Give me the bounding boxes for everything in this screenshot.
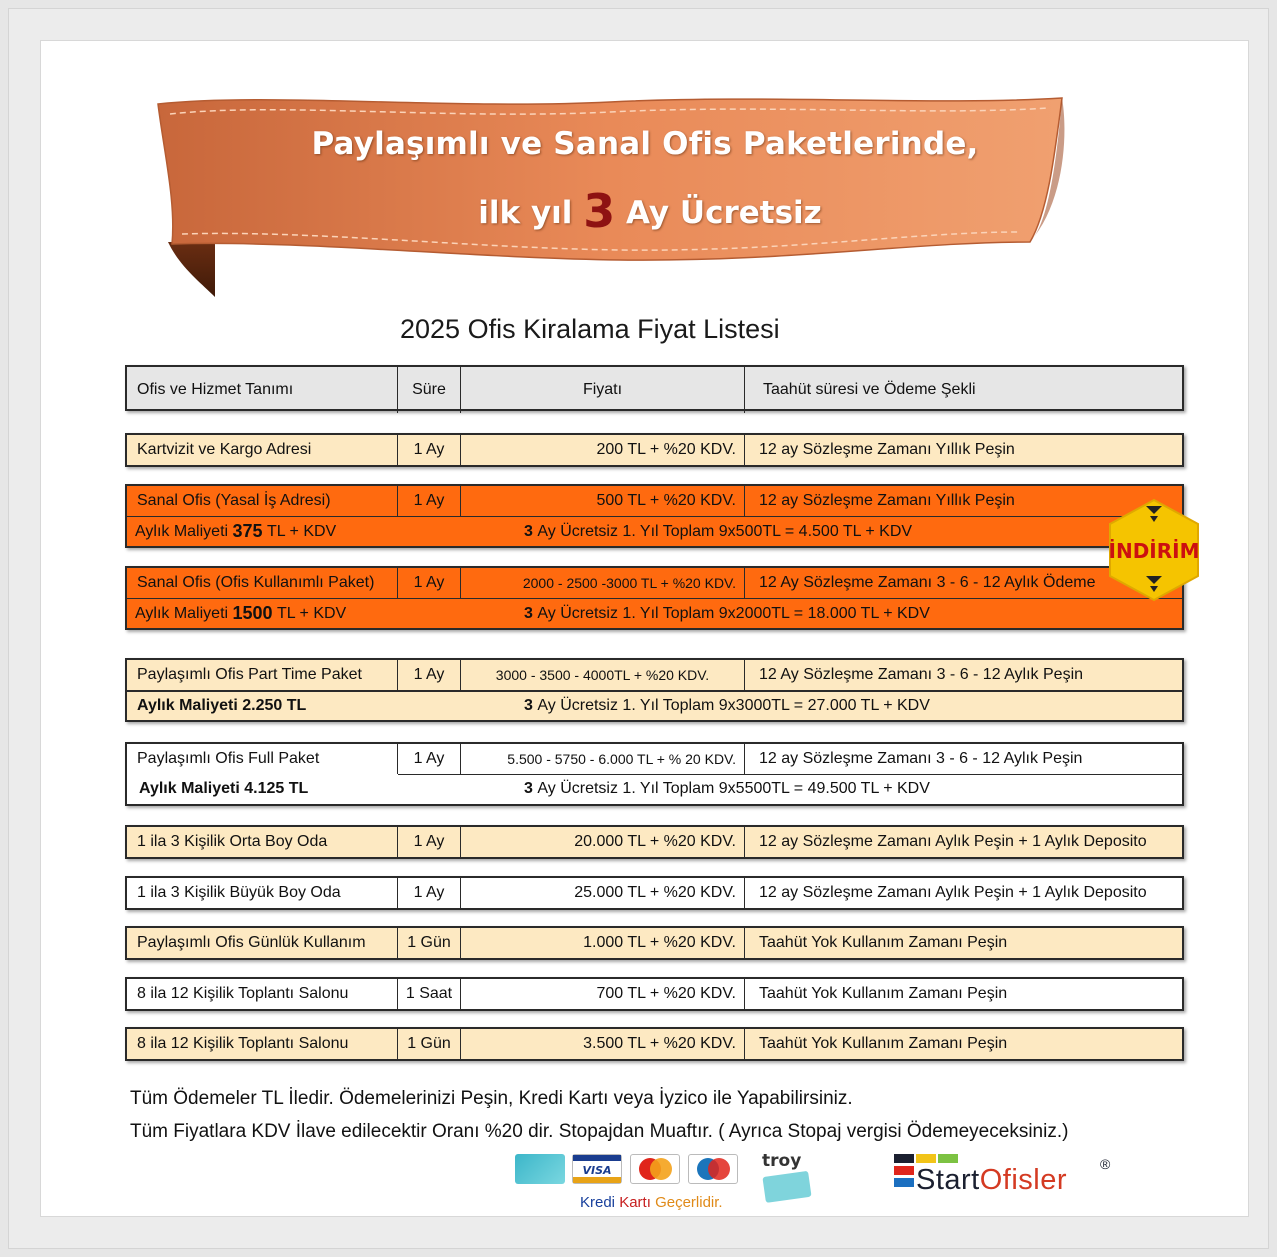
- yearly-total-text: Ay Ücretsiz 1. Yıl Toplam 9x2000TL = 18.000 TL + KDV: [537, 604, 930, 622]
- page-title: 2025 Ofis Kiralama Fiyat Listesi: [400, 314, 780, 344]
- row-duration: 1 Gün: [398, 1029, 461, 1059]
- table-row-kartvizit: [125, 433, 1184, 467]
- free-months: 3: [524, 697, 533, 714]
- payment-logos: [512, 1150, 832, 1220]
- bank-card-icon: [515, 1154, 565, 1184]
- table-row-toplanti-saat: [125, 977, 1184, 1011]
- row-terms: 12 Ay Sözleşme Zamanı 3 - 6 - 12 Aylık Ödeme: [759, 574, 1096, 591]
- row-duration: 1 Gün: [398, 928, 461, 958]
- discount-badge: [1106, 498, 1202, 602]
- row-price: 3.500 TL + %20 KDV.: [461, 1029, 745, 1059]
- table-row-toplanti-gun: [125, 1027, 1184, 1061]
- row-service: 8 ila 12 Kişilik Toplantı Salonu: [127, 1029, 398, 1059]
- card-word-2: Kartı: [619, 1194, 651, 1211]
- monthly-cost-label: Aylık Maliyeti: [135, 522, 229, 540]
- table-row-part-time: [125, 658, 1184, 722]
- table-row-orta-oda: [125, 825, 1184, 859]
- troy-card-icon: [758, 1150, 814, 1206]
- row-price: 3000 - 3500 - 4000TL + %20 KDV.: [461, 660, 745, 690]
- row-duration: 1 Ay: [398, 568, 461, 598]
- row-terms: Taahüt Yok Kullanım Zamanı Peşin: [759, 985, 1008, 1002]
- row-duration: 1 Saat: [398, 979, 461, 1009]
- registered-mark: ®: [1100, 1156, 1111, 1172]
- row-terms: 12 ay Sözleşme Zamanı Yıllık Peşin: [759, 492, 1015, 509]
- row-price: 1.000 TL + %20 KDV.: [461, 928, 745, 958]
- monthly-cost-unit: TL + KDV: [267, 522, 337, 540]
- table-row-gunluk: [125, 926, 1184, 960]
- banner-line-2-post: Ay Ücretsiz: [626, 195, 822, 231]
- brand-name: [916, 1164, 1067, 1197]
- table-row-buyuk-oda: [125, 876, 1184, 910]
- footer-payment-note: Tüm Ödemeler TL İledir. Ödemelerinizi Peşin, Kredi Kartı veya İyzico ile Yapabilirsiniz.: [130, 1088, 853, 1109]
- table-row-full-paket: [125, 742, 1184, 806]
- row-service: Sanal Ofis (Ofis Kullanımlı Paket): [127, 568, 398, 598]
- banner-line-2: [150, 184, 1070, 238]
- card-word-1: Kredi: [580, 1194, 616, 1211]
- brand-name-ofisler: Ofisler: [979, 1164, 1068, 1196]
- row-service: Kartvizit ve Kargo Adresi: [127, 435, 398, 465]
- yearly-total: [522, 774, 1182, 804]
- row-duration: 1 Ay: [398, 827, 461, 857]
- free-months: 3: [524, 522, 533, 540]
- svg-text:VISA: VISA: [582, 1164, 612, 1177]
- table-row-sanal-ofis-yasal: [125, 484, 1184, 548]
- row-service: Paylaşımlı Ofis Günlük Kullanım: [127, 928, 398, 958]
- row-duration: 1 Ay: [398, 744, 461, 774]
- row-service: Sanal Ofis (Yasal İş Adresi): [127, 486, 398, 516]
- row-service: Paylaşımlı Ofis Part Time Paket: [127, 660, 398, 690]
- yearly-total-text: Ay Ücretsiz 1. Yıl Toplam 9x5500TL = 49.500 TL + KDV: [537, 780, 930, 797]
- promo-banner: [150, 92, 1070, 302]
- row-terms: 12 ay Sözleşme Zamanı Yıllık Peşin: [759, 441, 1015, 458]
- row-price: 20.000 TL + %20 KDV.: [461, 827, 745, 857]
- monthly-cost: Aylık Maliyeti 4.125 TL: [139, 780, 309, 797]
- row-service: Paylaşımlı Ofis Full Paket: [127, 744, 398, 774]
- free-months: 3: [524, 604, 533, 622]
- card-word-3: Geçerlidir.: [655, 1194, 723, 1211]
- table-row-sanal-ofis-kullanimli: [125, 566, 1184, 630]
- row-service: 1 ila 3 Kişilik Orta Boy Oda: [127, 827, 398, 857]
- row-terms: 12 Ay Sözleşme Zamanı 3 - 6 - 12 Aylık Peşin: [759, 666, 1084, 683]
- monthly-cost: Aylık Maliyeti 2.250 TL: [137, 697, 307, 714]
- row-service: 1 ila 3 Kişilik Büyük Boy Oda: [127, 878, 398, 908]
- startofisler-logo: [892, 1152, 1132, 1202]
- monthly-cost-unit: TL + KDV: [277, 604, 347, 622]
- brand-name-start: Start: [916, 1164, 980, 1196]
- row-terms: 12 ay Sözleşme Zamanı Aylık Peşin + 1 Aylık Deposito: [759, 833, 1147, 850]
- header-price: Fiyatı: [461, 367, 745, 413]
- header-service: Ofis ve Hizmet Tanımı: [127, 367, 398, 413]
- mastercard-icon: [630, 1154, 680, 1184]
- discount-badge-text: İNDİRİM: [1108, 539, 1200, 563]
- header-duration: Süre: [398, 367, 461, 413]
- yearly-total-text: Ay Ücretsiz 1. Yıl Toplam 9x500TL = 4.500 TL + KDV: [537, 522, 913, 540]
- table-header: [125, 365, 1184, 411]
- banner-line-2-pre: ilk yıl: [478, 195, 573, 231]
- card-accepted-label: [580, 1194, 723, 1211]
- row-duration: 1 Ay: [398, 878, 461, 908]
- row-price: 500 TL + %20 KDV.: [461, 486, 745, 516]
- footer-tax-note: Tüm Fiyatlara KDV İlave edilecektir Oranı %20 dir. Stopajdan Muaftır. ( Ayrıca Stopaj vergisi Ödemeyeceksiniz.): [130, 1121, 1069, 1142]
- monthly-cost: [127, 517, 522, 546]
- free-months: 3: [524, 780, 533, 797]
- row-terms: Taahüt Yok Kullanım Zamanı Peşin: [759, 1035, 1008, 1052]
- row-duration: 1 Ay: [398, 660, 461, 690]
- discount-badge-icon: [1106, 498, 1202, 602]
- row-service: 8 ila 12 Kişilik Toplantı Salonu: [127, 979, 398, 1009]
- maestro-icon: [688, 1154, 738, 1184]
- yearly-total: [522, 599, 1182, 628]
- row-terms: Taahüt Yok Kullanım Zamanı Peşin: [759, 934, 1008, 951]
- row-price: 700 TL + %20 KDV.: [461, 979, 745, 1009]
- yearly-total: [522, 692, 1182, 720]
- yearly-total: [522, 517, 1182, 546]
- row-duration: 1 Ay: [398, 435, 461, 465]
- row-price: 5.500 - 5750 - 6.000 TL + % 20 KDV.: [461, 744, 745, 774]
- banner-line-1: Paylaşımlı ve Sanal Ofis Paketlerinde,: [311, 126, 979, 162]
- monthly-cost-label: Aylık Maliyeti: [135, 604, 229, 622]
- row-price: 200 TL + %20 KDV.: [461, 435, 745, 465]
- row-duration: 1 Ay: [398, 486, 461, 516]
- header-terms: Taahüt süresi ve Ödeme Şekli: [763, 381, 976, 398]
- monthly-cost-value: 1500: [232, 603, 273, 623]
- yearly-total-text: Ay Ücretsiz 1. Yıl Toplam 9x3000TL = 27.000 TL + KDV: [537, 697, 930, 714]
- monthly-cost: [127, 599, 522, 628]
- row-terms: 12 ay Sözleşme Zamanı Aylık Peşin + 1 Aylık Deposito: [759, 884, 1147, 901]
- banner-free-months: 3: [583, 184, 616, 238]
- row-price: 2000 - 2500 -3000 TL + %20 KDV.: [461, 568, 745, 598]
- monthly-cost-value: 375: [232, 521, 263, 541]
- svg-text:troy: troy: [762, 1151, 802, 1171]
- row-price: 25.000 TL + %20 KDV.: [461, 878, 745, 908]
- row-terms: 12 ay Sözleşme Zamanı 3 - 6 - 12 Aylık Peşin: [759, 750, 1083, 767]
- visa-icon: [572, 1154, 622, 1184]
